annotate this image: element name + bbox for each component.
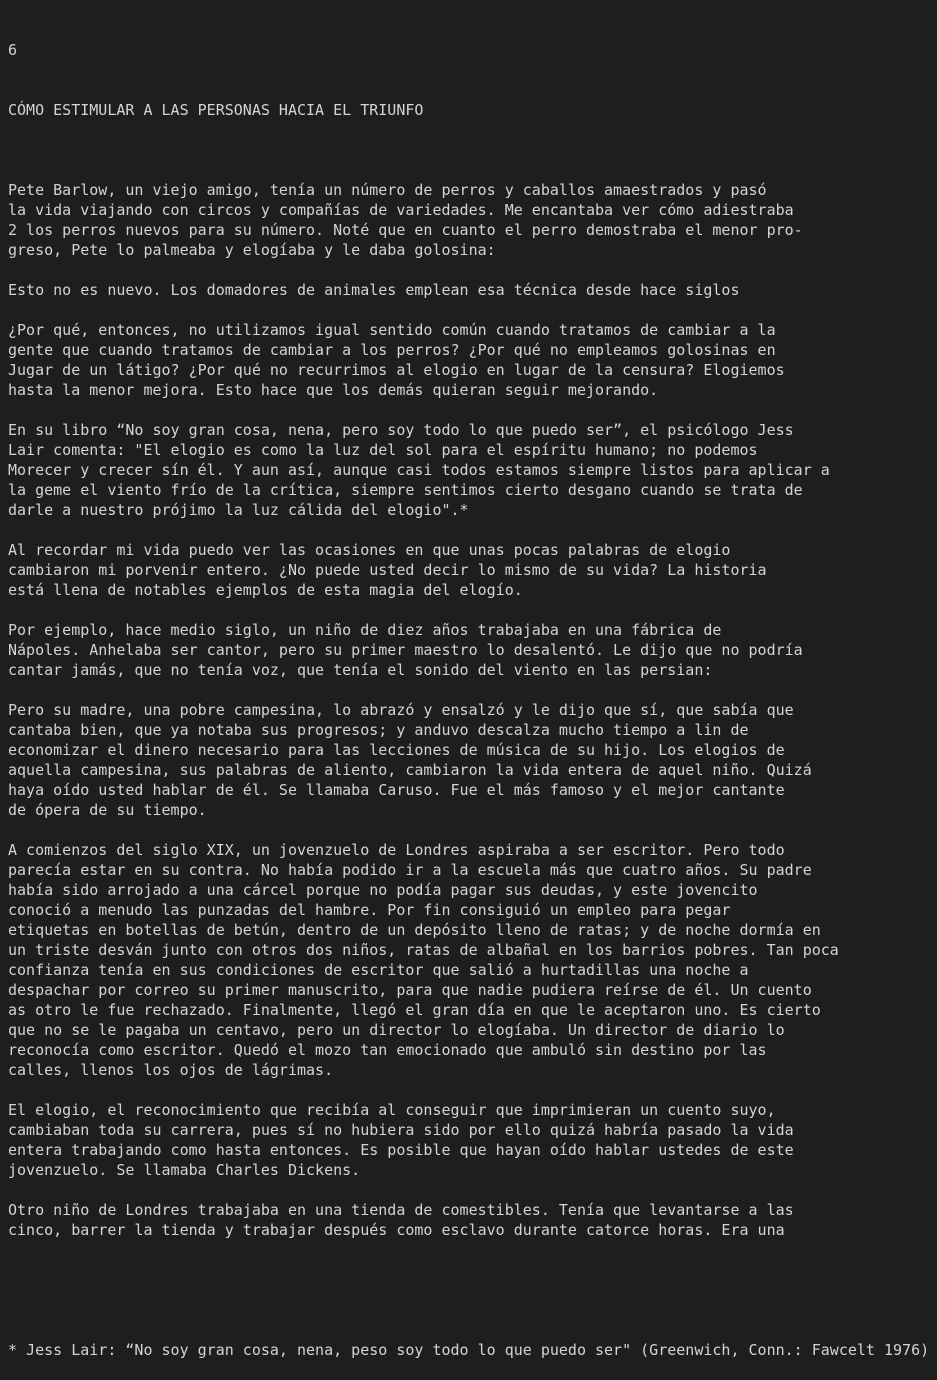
text-line: aquella campesina, sus palabras de aliento, cambiaron la vida entera de aquel niño. Quizá bbox=[8, 761, 812, 779]
text-line: economizar el dinero necesario para las lecciones de música de su hijo. Los elogios de bbox=[8, 741, 785, 759]
page-number: 6 bbox=[8, 41, 18, 59]
text-line: confianza tenía en sus condiciones de escritor que salió a hurtadillas una noche a bbox=[8, 961, 749, 979]
paragraph bbox=[8, 840, 937, 1080]
text-line: Al recordar mi vida puedo ver las ocasiones en que unas pocas palabras de elogio bbox=[8, 541, 731, 559]
paragraph bbox=[8, 1100, 937, 1180]
paragraph bbox=[8, 420, 937, 520]
text-line: entera trabajando como hasta entonces. Es posible que hayan oído hablar ustedes de este bbox=[8, 1141, 794, 1159]
text-line: darle a nuestro prójimo la luz cálida del elogio".* bbox=[8, 501, 469, 519]
paragraph bbox=[8, 620, 937, 680]
text-line: un triste desván junto con otros dos niños, ratas de albañal en los barrios pobres. Tan poca bbox=[8, 941, 839, 959]
text-line: la geme el viento frío de la crítica, siempre sentimos cierto desgano cuando se trata de bbox=[8, 481, 803, 499]
text-line: despachar por correo su primer manuscrito, para que nadie pudiera reírse de él. Un cuento bbox=[8, 981, 812, 999]
paragraph bbox=[8, 1200, 937, 1240]
footnote: * Jess Lair: “No soy gran cosa, nena, peso soy todo lo que puedo ser" (Greenwich, Conn.: Fawcelt 1976) bbox=[8, 1341, 930, 1359]
text-line: El elogio, el reconocimiento que recibía al conseguir que imprimieran un cuento suyo, bbox=[8, 1101, 776, 1119]
text-line: cantar jamás, que no tenía voz, que tenía el sonido del viento en las persian: bbox=[8, 661, 713, 679]
text-line: Esto no es nuevo. Los domadores de animales emplean esa técnica desde hace siglos bbox=[8, 281, 740, 299]
text-line: 2 los perros nuevos para su número. Noté que en cuanto el perro demostraba el menor pro- bbox=[8, 221, 803, 239]
text-line: está llena de notables ejemplos de esta magia del elogío. bbox=[8, 581, 523, 599]
text-line: cinco, barrer la tienda y trabajar después como esclavo durante catorce horas. Era una bbox=[8, 1221, 785, 1239]
paragraph bbox=[8, 180, 937, 260]
text-line: etiquetas en botellas de betún, dentro de un depósito lleno de ratas; y de noche dormía en bbox=[8, 921, 821, 939]
text-line: de ópera de su tiempo. bbox=[8, 801, 207, 819]
text-line: Morecer y crecer sín él. Y aun así, aunque casi todos estamos siempre listos para aplicar a bbox=[8, 461, 830, 479]
text-line: as otro le fue rechazado. Finalmente, llegó el gran día en que le aceptaron uno. Es cierto bbox=[8, 1001, 821, 1019]
text-line: Jugar de un látigo? ¿Por qué no recurrimos al elogio en lugar de la censura? Elogiemos bbox=[8, 361, 785, 379]
text-line: Lair comenta: "El elogio es como la luz del sol para el espíritu humano; no podemos bbox=[8, 441, 758, 459]
text-line: ¿Por qué, entonces, no utilizamos igual sentido común cuando tratamos de cambiar a la bbox=[8, 321, 776, 339]
text-line: hasta la menor mejora. Esto hace que los demás quieran seguir mejorando. bbox=[8, 381, 659, 399]
text-line: Nápoles. Anhelaba ser cantor, pero su primer maestro lo desalentó. Le dijo que no podría bbox=[8, 641, 803, 659]
text-line: greso, Pete lo palmeaba y elogíaba y le daba golosina: bbox=[8, 241, 496, 259]
text-line: Pete Barlow, un viejo amigo, tenía un número de perros y caballos amaestrados y pasó bbox=[8, 181, 767, 199]
text-line: En su libro “No soy gran cosa, nena, pero soy todo lo que puedo ser”, el psicólogo Jess bbox=[8, 421, 794, 439]
text-line: cantaba bien, que ya notaba sus progresos; y anduvo descalza mucho tiempo a lin de bbox=[8, 721, 749, 739]
text-line: jovenzuelo. Se llamaba Charles Dickens. bbox=[8, 1161, 361, 1179]
text-line: conoció a menudo las punzadas del hambre. Por fin consiguió un empleo para pegar bbox=[8, 901, 731, 919]
text-line: cambiaron mi porvenir entero. ¿No puede usted decir lo mismo de su vida? La historia bbox=[8, 561, 767, 579]
text-line: parecía estar en su contra. No había podido ir a la escuela más que cuatro años. Su padre bbox=[8, 861, 812, 879]
text-line: Por ejemplo, hace medio siglo, un niño de diez años trabajaba en una fábrica de bbox=[8, 621, 722, 639]
paragraph bbox=[8, 320, 937, 400]
text-line: haya oído usted hablar de él. Se llamaba Caruso. Fue el más famoso y el mejor cantante bbox=[8, 781, 785, 799]
text-line: había sido arrojado a una cárcel porque no podía pagar sus deudas, y este jovencito bbox=[8, 881, 758, 899]
text-line: Otro niño de Londres trabajaba en una tienda de comestibles. Tenía que levantarse a las bbox=[8, 1201, 794, 1219]
text-line: que no se le pagaba un centavo, pero un director lo elogíaba. Un director de diario lo bbox=[8, 1021, 785, 1039]
paragraph bbox=[8, 540, 937, 600]
text-line: A comienzos del siglo XIX, un jovenzuelo de Londres aspiraba a ser escritor. Pero todo bbox=[8, 841, 785, 859]
text-line: gente que cuando tratamos de cambiar a los perros? ¿Por qué no empleamos golosinas en bbox=[8, 341, 776, 359]
document-text bbox=[8, 0, 937, 1380]
text-line: calles, llenos los ojos de lágrimas. bbox=[8, 1061, 334, 1079]
text-line: reconocía como escritor. Quedó el mozo tan emocionado que ambuló sin destino por las bbox=[8, 1041, 767, 1059]
paragraph bbox=[8, 280, 937, 300]
paragraph bbox=[8, 700, 937, 820]
text-line: la vida viajando con circos y compañías de variedades. Me encantaba ver cómo adiestraba bbox=[8, 201, 794, 219]
text-line: Pero su madre, una pobre campesina, lo abrazó y ensalzó y le dijo que sí, que sabía que bbox=[8, 701, 794, 719]
body-paragraphs bbox=[8, 160, 937, 1240]
text-line: cambiaban toda su carrera, pues sí no hubiera sido por ello quizá habría pasado la vida bbox=[8, 1121, 794, 1139]
page-title: CÓMO ESTIMULAR A LAS PERSONAS HACIA EL TRIUNFO bbox=[8, 101, 424, 119]
